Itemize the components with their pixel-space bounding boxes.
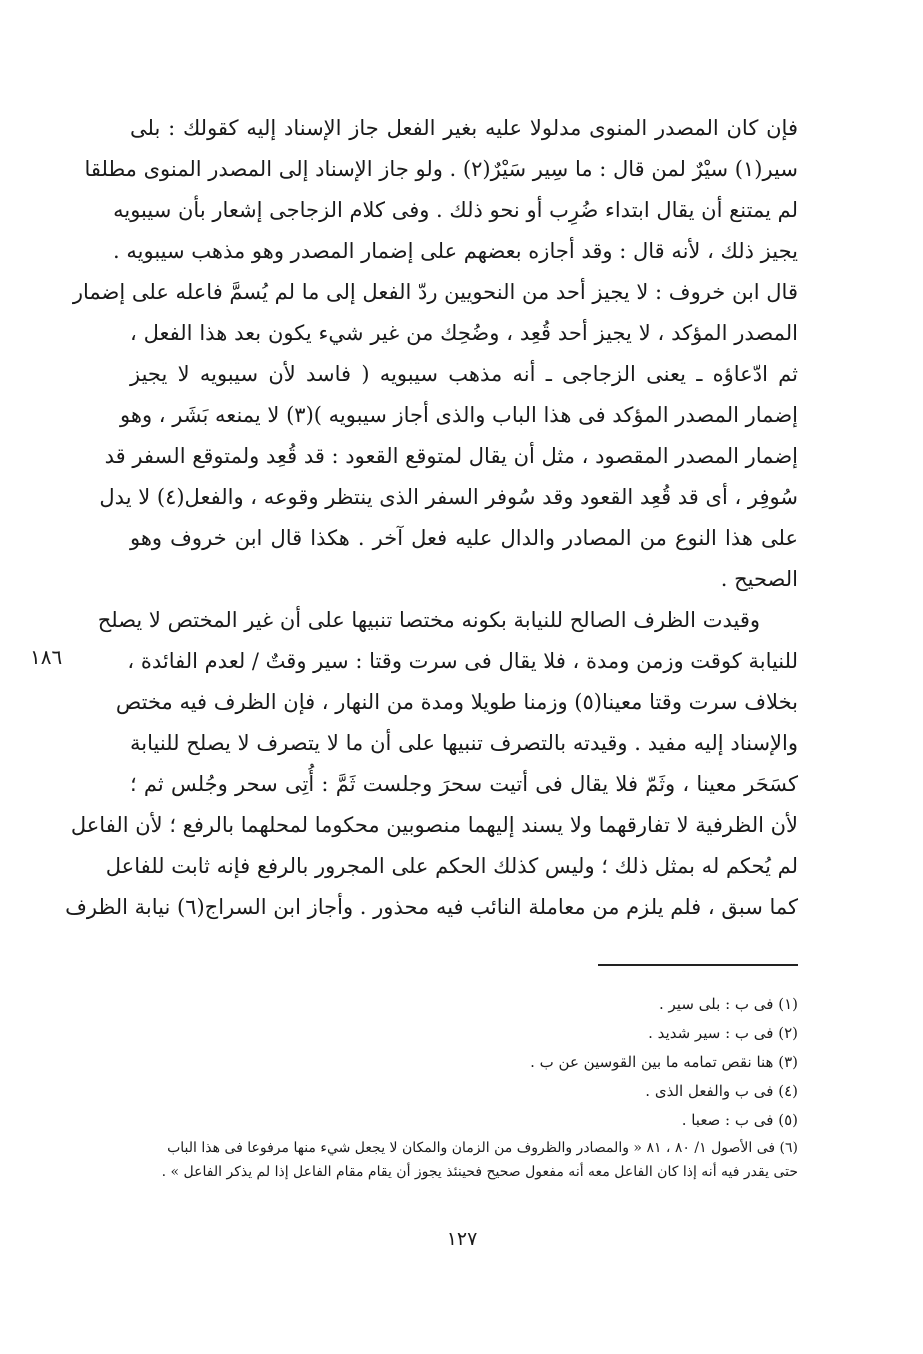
margin-page-reference: ١٨٦: [30, 645, 63, 669]
text-line: لم يُحكم له بمثل ذلك ؛ وليس كذلك الحكم على المجرور بالرفع فإنه ثابت للفاعل: [105, 854, 798, 878]
text-line: المصدر المؤكد ، لا يجيز أحد قُعِد ، وضُحِك من غير شيء يكون بعد هذا الفعل ،: [130, 321, 798, 345]
footnote: (٦) فى الأصول ١/ ٨٠ ، ٨١ « والمصادر والظروف من الزمان والمكان لا يجعل شيء منها مرفوعا فى هذا الباب: [167, 1140, 798, 1156]
text-line: لم يمتنع أن يقال ابتداء ضُرِب أو نحو ذلك . وفى كلام الزجاجى إشعار بأن سيبويه: [113, 198, 798, 222]
text-line: على هذا النوع من المصادر والدال عليه فعل آخر . هكذا قال ابن خروف وهو: [130, 526, 798, 550]
footnote: حتى يقدر فيه أنه إذا كان الفاعل معه أنه مفعول صحيح فحينئذ يجوز أن يقام مقام الفاعل إذا لم يذكر الفاعل » .: [161, 1164, 798, 1180]
text-line: للنيابة كوقت وزمن ومدة ، فلا يقال فى سرت وقتا : سير وقتٌ / لعدم الفائدة ،: [127, 649, 798, 673]
text-line: سير(١) سيْرٌ لمن قال : ما سِير سَيْرٌ(٢) . ولو جاز الإسناد إلى المصدر المنوى مطلقا: [84, 157, 798, 181]
text-line: إضمار المصدر المقصود ، مثل أن يقال لمتوقع القعود : قد قُعِد ولمتوقع السفر قد: [104, 444, 798, 468]
text-line: إضمار المصدر المؤكد فى هذا الباب والذى أجاز سيبويه )(٣) لا يمنعه بَشَر ، وهو: [120, 403, 798, 427]
footnote: (١) فى ب : بلى سير .: [658, 995, 798, 1013]
text-line: بخلاف سرت وقتا معينا(٥) وزمنا طويلا ومدة من النهار ، فإن الظرف فيه مختص: [115, 690, 798, 714]
text-line: قال ابن خروف : لا يجيز أحد من النحويين ردّ الفعل إلى ما لم يُسمَّ فاعله على إضمار: [72, 280, 798, 304]
text-line: ثم ادّعاؤه ـ يعنى الزجاجى ـ أنه مذهب سيبويه ( فاسد لأن سيبويه لا يجيز: [130, 362, 798, 386]
text-line: وقيدت الظرف الصالح للنيابة بكونه مختصا تنبيها على أن غير المختص لا يصلح: [97, 608, 760, 632]
text-line: يجيز ذلك ، لأنه قال : وقد أجازه بعضهم على إضمار المصدر وهو مذهب سيبويه .: [113, 239, 798, 263]
footnote: (٥) فى ب : صعبا .: [681, 1111, 798, 1129]
text-line: فإن كان المصدر المنوى مدلولا عليه بغير الفعل جاز الإسناد إليه كقولك : بلى: [130, 116, 798, 140]
text-line: والإسناد إليه مفيد . وقيدته بالتصرف تنبيها على أن ما لا يتصرف لا يصلح للنيابة: [130, 731, 798, 755]
text-line: لأن الظرفية لا تفارقهما ولا يسند إليهما منصوبين محكوما لمحلهما بالرفع ؛ لأن الفاعل: [70, 813, 798, 837]
footnotes: [130, 990, 798, 1183]
text-line: كسَحَر معينا ، وثَمّ فلا يقال فى أتيت سحرَ وجلست ثَمَّ : أُتِى سحر وجُلس ثم ؛: [130, 772, 798, 796]
text-line: الصحيح .: [720, 567, 798, 591]
body-text: [65, 108, 798, 928]
footnote: (٣) هنا نقص تمامه ما بين القوسين عن ب .: [530, 1053, 798, 1071]
page-number: ١٢٧: [446, 1228, 478, 1250]
footnote-separator: [598, 964, 798, 966]
text-line: سُوفِر ، أى قد قُعِد القعود وقد سُوفر السفر الذى ينتظر وقوعه ، والفعل(٤) لا يدل: [99, 485, 798, 509]
footnote: (٢) فى ب : سير شديد .: [648, 1024, 798, 1042]
footnote: (٤) فى ب والفعل الذى .: [645, 1082, 798, 1100]
text-line: كما سبق ، فلم يلزم من معاملة النائب فيه محذور . وأجاز ابن السراج(٦) نيابة الظرف: [65, 895, 798, 919]
